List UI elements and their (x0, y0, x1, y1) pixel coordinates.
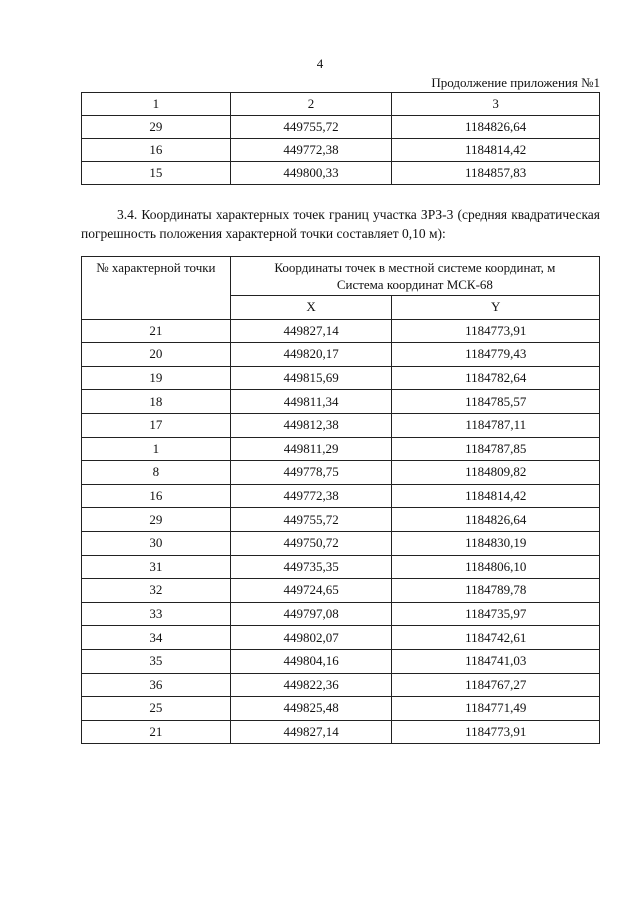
point-number-cell: 35 (82, 649, 231, 673)
table-row (82, 413, 600, 437)
point-number-cell: 25 (82, 697, 231, 721)
point-number-cell: 18 (82, 390, 231, 414)
zrz3-coordinates-table (81, 256, 600, 744)
table-row (82, 508, 600, 532)
appendix-continuation-label: Продолжение приложения №1 (431, 75, 600, 90)
y-coordinate-cell: 1184814,42 (392, 484, 600, 508)
x-column-header: X (230, 296, 392, 320)
y-column-header: Y (392, 296, 600, 320)
table-row (82, 602, 600, 626)
point-number-cell: 29 (82, 508, 231, 532)
table-row (82, 579, 600, 603)
coordinates-header-line2: Система координат МСК-68 (336, 277, 493, 292)
point-number-cell: 21 (82, 319, 231, 343)
x-coordinate-cell: 449750,72 (230, 531, 392, 555)
table-row (82, 720, 600, 744)
x-coordinate-cell: 449815,69 (230, 366, 392, 390)
y-coordinate-cell: 1184771,49 (392, 697, 600, 721)
table-row (82, 139, 600, 162)
x-coordinate-cell: 449724,65 (230, 579, 392, 603)
point-number-cell: 21 (82, 720, 231, 744)
y-coordinate-cell: 1184857,83 (392, 162, 600, 185)
point-number-cell: 16 (82, 484, 231, 508)
page-number: 4 (316, 56, 324, 71)
x-coordinate-cell: 449772,38 (230, 139, 392, 162)
table-row (82, 484, 600, 508)
table-row (82, 697, 600, 721)
x-coordinate-cell: 449812,38 (230, 413, 392, 437)
x-coordinate-cell: 449804,16 (230, 649, 392, 673)
x-coordinate-cell: 449800,33 (230, 162, 392, 185)
table-row (82, 626, 600, 650)
x-coordinate-cell: 449778,75 (230, 461, 392, 485)
table-row (82, 531, 600, 555)
y-coordinate-cell: 1184773,91 (392, 319, 600, 343)
column-number-cell: 3 (392, 93, 600, 116)
y-coordinate-cell: 1184767,27 (392, 673, 600, 697)
table-row (82, 437, 600, 461)
x-coordinate-cell: 449735,35 (230, 555, 392, 579)
y-coordinate-cell: 1184826,64 (392, 508, 600, 532)
table-row (82, 366, 600, 390)
point-number-cell: 32 (82, 579, 231, 603)
x-coordinate-cell: 449755,72 (230, 116, 392, 139)
point-number-cell: 15 (82, 162, 231, 185)
x-coordinate-cell: 449827,14 (230, 720, 392, 744)
y-coordinate-cell: 1184814,42 (392, 139, 600, 162)
x-coordinate-cell: 449772,38 (230, 484, 392, 508)
y-coordinate-cell: 1184742,61 (392, 626, 600, 650)
section-heading-paragraph: 3.4. Координаты характерных точек границ участка ЗРЗ-3 (средняя квадратическая погрешность положения характерной точки составляет 0,10 м): (81, 207, 600, 241)
y-coordinate-cell: 1184826,64 (392, 116, 600, 139)
point-number-cell: 16 (82, 139, 231, 162)
table-row (82, 343, 600, 367)
x-coordinate-cell: 449811,29 (230, 437, 392, 461)
table-row (82, 162, 600, 185)
point-number-cell: 1 (82, 437, 231, 461)
x-coordinate-cell: 449755,72 (230, 508, 392, 532)
x-coordinate-cell: 449811,34 (230, 390, 392, 414)
table-row (82, 649, 600, 673)
y-coordinate-cell: 1184789,78 (392, 579, 600, 603)
table-row (82, 116, 600, 139)
y-coordinate-cell: 1184735,97 (392, 602, 600, 626)
x-coordinate-cell: 449797,08 (230, 602, 392, 626)
point-number-cell: 34 (82, 626, 231, 650)
table-row (82, 319, 600, 343)
y-coordinate-cell: 1184787,11 (392, 413, 600, 437)
point-number-cell: 33 (82, 602, 231, 626)
y-coordinate-cell: 1184785,57 (392, 390, 600, 414)
y-coordinate-cell: 1184779,43 (392, 343, 600, 367)
table-row (82, 555, 600, 579)
coordinates-header-line1: Координаты точек в местной системе координат, м (274, 260, 556, 275)
point-number-cell: 36 (82, 673, 231, 697)
table-row (82, 461, 600, 485)
table-header-row (82, 257, 600, 296)
point-number-header: № характерной точки (82, 257, 231, 320)
point-number-cell: 19 (82, 366, 231, 390)
point-number-cell: 8 (82, 461, 231, 485)
y-coordinate-cell: 1184787,85 (392, 437, 600, 461)
coordinates-table-continued (81, 92, 600, 185)
point-number-cell: 30 (82, 531, 231, 555)
y-coordinate-cell: 1184782,64 (392, 366, 600, 390)
coordinates-header (230, 257, 599, 296)
y-coordinate-cell: 1184741,03 (392, 649, 600, 673)
table-row (82, 390, 600, 414)
y-coordinate-cell: 1184806,10 (392, 555, 600, 579)
x-coordinate-cell: 449827,14 (230, 319, 392, 343)
y-coordinate-cell: 1184830,19 (392, 531, 600, 555)
y-coordinate-cell: 1184773,91 (392, 720, 600, 744)
table-row (82, 673, 600, 697)
point-number-cell: 17 (82, 413, 231, 437)
x-coordinate-cell: 449825,48 (230, 697, 392, 721)
column-number-cell: 2 (230, 93, 392, 116)
table-header-row (82, 93, 600, 116)
x-coordinate-cell: 449822,36 (230, 673, 392, 697)
x-coordinate-cell: 449820,17 (230, 343, 392, 367)
x-coordinate-cell: 449802,07 (230, 626, 392, 650)
column-number-cell: 1 (82, 93, 231, 116)
point-number-cell: 20 (82, 343, 231, 367)
point-number-cell: 29 (82, 116, 231, 139)
y-coordinate-cell: 1184809,82 (392, 461, 600, 485)
point-number-cell: 31 (82, 555, 231, 579)
